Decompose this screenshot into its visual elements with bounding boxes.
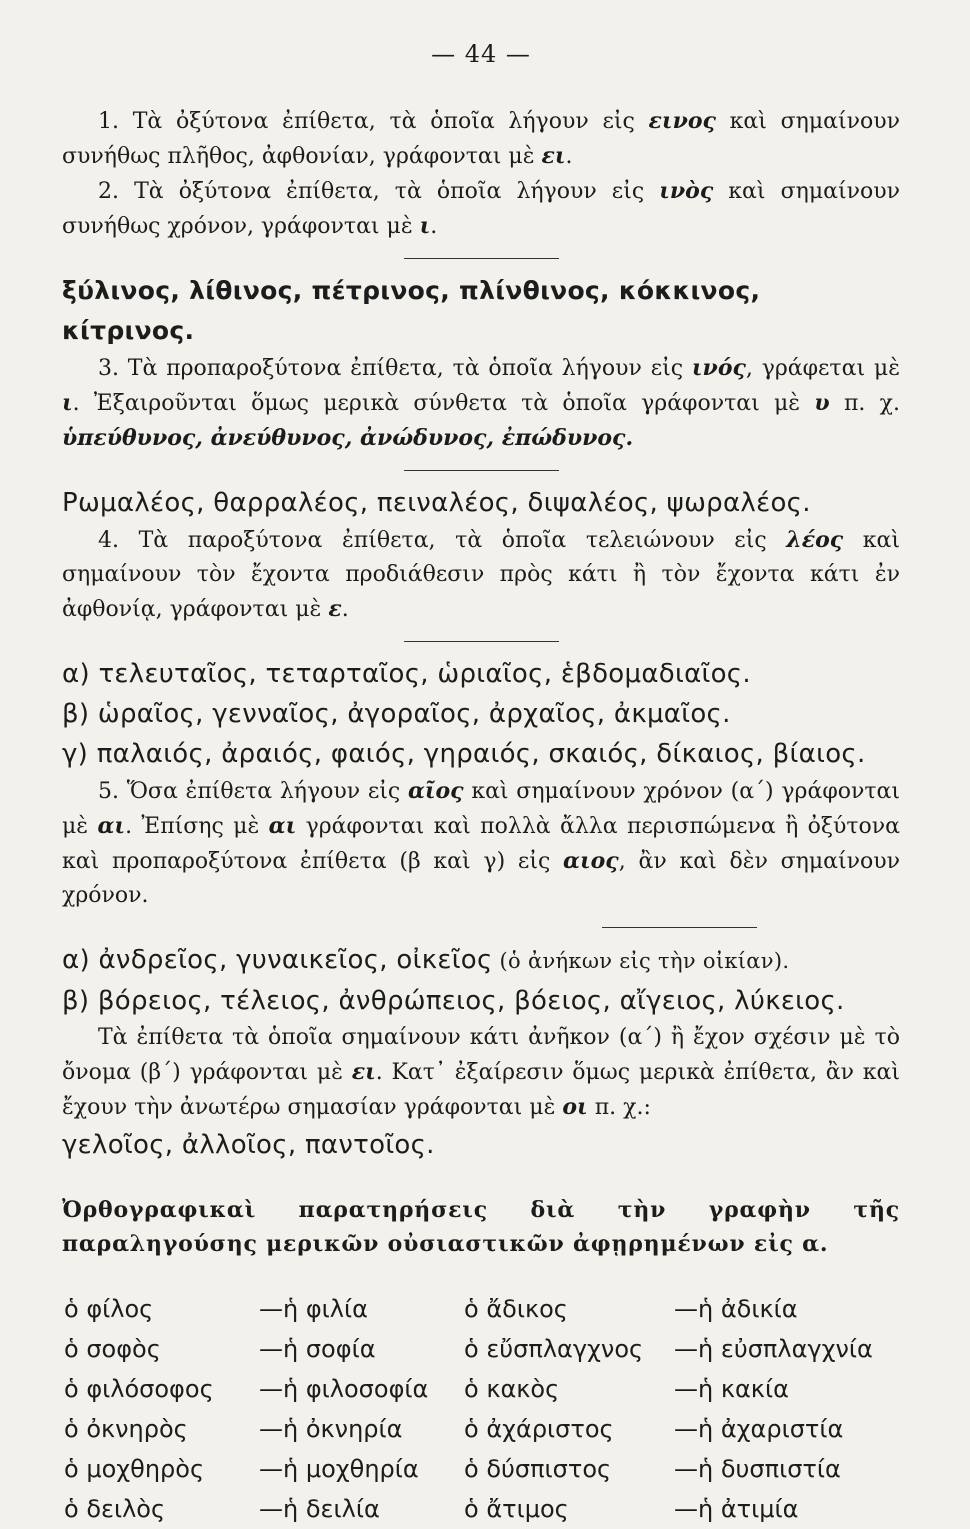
- example-line: γελοῖος, ἀλλοῖος, παντοῖος.: [62, 1130, 435, 1160]
- page-number: — 44 —: [431, 40, 531, 68]
- abstract-noun: —ἡ φιλοσοφία: [259, 1375, 429, 1403]
- rule-4: 4. Τὰ παροξύτονα ἐπίθετα, τὰ ὁποῖα τελειώνουν εἰς λέος καὶ σημαίνουν τὸν ἔχοντα προδιάθεσιν πρὸς κάτι ἢ τὸν ἔχοντα κάτι ἐν ἀφθονίᾳ, γράφονται μὲ ε.: [62, 527, 901, 622]
- rule-5: 5. Ὅσα ἐπίθετα λήγουν εἰς αῖος καὶ σημαίνουν χρόνον (α΄) γράφονται μὲ αι. Ἐπίσης μὲ αι γράφονται καὶ πολλὰ ἄλλα περισπώμενα ἢ ὀξύτονα καὶ προπαροξύτονα ἐπίθετα (β καὶ γ) εἰς αιος, ἂν καὶ δὲν σημαίνουν χρόνον.: [62, 778, 901, 908]
- masculine-adjective: ὁ δύσπιστος: [464, 1455, 612, 1483]
- word-pairs-table: [64, 1289, 894, 1529]
- abstract-noun: —ἡ σοφία: [259, 1335, 376, 1363]
- abstract-noun: —ἡ εὐσπλαγχνία: [674, 1335, 873, 1363]
- masculine-adjective: ὁ ἄτιμος: [464, 1495, 569, 1523]
- rule-1: 1. Τὰ ὀξύτονα ἐπίθετα, τὰ ὁποῖα λήγουν εἰς εινος καὶ σημαίνουν συνήθως πλῆθος, ἀφθονίαν, γράφονται μὲ ει.: [62, 108, 900, 169]
- divider: [404, 470, 559, 471]
- abstract-noun: —ἡ μοχθηρία: [259, 1455, 419, 1483]
- suffix: εινος: [648, 108, 716, 134]
- abstract-noun: —ἡ ὀκνηρία: [259, 1415, 403, 1443]
- abstract-noun: —ἡ κακία: [674, 1375, 789, 1403]
- masculine-adjective: ὁ φίλος: [64, 1295, 154, 1323]
- abstract-noun: —ἡ δυσπιστία: [674, 1455, 841, 1483]
- gloss: (ὁ ἀνήκων εἰς τὴν οἰκίαν).: [492, 949, 790, 973]
- masculine-adjective: ὁ κακὸς: [464, 1375, 560, 1403]
- exception-examples: ὑπεύθυνος, ἀνεύθυνος, ἀνώδυνος, ἐπώδυνος.: [62, 425, 634, 451]
- masculine-adjective: ὁ ἀχάριστος: [464, 1415, 614, 1443]
- suffix: ινὸς: [659, 178, 714, 204]
- table-row: [64, 1329, 894, 1369]
- abstract-noun: —ἡ ἀτιμία: [674, 1495, 799, 1523]
- example-list-item: α) τελευταῖος, τεταρταῖος, ὡριαῖος, ἑβδομαδιαῖος.: [62, 659, 751, 689]
- masculine-adjective: ὁ φιλόσοφος: [64, 1375, 214, 1403]
- table-row: [64, 1489, 894, 1529]
- divider: [602, 927, 757, 928]
- example-list-item: γ) παλαιός, ἀραιός, φαιός, γηραιός, σκαιός, δίκαιος, βίαιος.: [62, 739, 866, 769]
- example-line: Ρωμαλέος, θαρραλέος, πειναλέος, διψαλέος, ψωραλέος.: [62, 488, 811, 518]
- abstract-noun: —ἡ ἀδικία: [674, 1295, 798, 1323]
- example-list-item: α) ἀνδρεῖος, γυναικεῖος, οἰκεῖος (ὁ ἀνήκων εἰς τὴν οἰκίαν).: [62, 945, 790, 975]
- masculine-adjective: ὁ εὔσπλαγχνος: [464, 1335, 644, 1363]
- example-list-item: β) ὡραῖος, γενναῖος, ἀγοραῖος, ἀρχαῖος, ἀκμαῖος.: [62, 699, 731, 729]
- rule-2: 2. Τὰ ὀξύτονα ἐπίθετα, τὰ ὁποῖα λήγουν εἰς ινὸς καὶ σημαίνουν συνήθως χρόνον, γράφονται μὲ ι.: [62, 178, 900, 239]
- abstract-noun: —ἡ φιλία: [259, 1295, 368, 1323]
- masculine-adjective: ὁ δειλὸς: [64, 1495, 166, 1523]
- rule-3: 3. Τὰ προπαροξύτονα ἐπίθετα, τὰ ὁποῖα λήγουν εἰς ινός, γράφεται μὲ ι. Ἐξαιροῦνται ὅμως μερικὰ σύνθετα τὰ ὁποῖα γράφονται μὲ υ π. χ. ὑπεύθυνος, ἀνεύθυνος, ἀνώδυνος, ἐπώδυνος.: [62, 355, 901, 451]
- divider: [404, 641, 559, 642]
- table-row: [64, 1409, 894, 1449]
- abstract-noun: —ἡ δειλία: [259, 1495, 380, 1523]
- masculine-adjective: ὁ σοφὸς: [64, 1335, 161, 1363]
- table-row: [64, 1449, 894, 1489]
- rule-6: Τὰ ἐπίθετα τὰ ὁποῖα σημαίνουν κάτι ἀνῆκον (α΄) ἢ ἔχον σχέσιν μὲ τὸ ὄνομα (β΄) γράφονται μὲ ει. Κατ᾽ ἐξαίρεσιν ὅμως μερικὰ ἐπίθετα, ἂν καὶ ἔχουν τὴν ἀνωτέρω σημασίαν γράφονται μὲ οι π. χ.:: [62, 1025, 900, 1120]
- masculine-adjective: ὁ ἄδικος: [464, 1295, 568, 1323]
- table-row: [64, 1289, 894, 1329]
- abstract-noun: —ἡ ἀχαριστία: [674, 1415, 844, 1443]
- divider: [404, 258, 559, 259]
- masculine-adjective: ὁ ὀκνηρὸς: [64, 1415, 188, 1443]
- masculine-adjective: ὁ μοχθηρὸς: [64, 1455, 205, 1483]
- table-row: [64, 1369, 894, 1409]
- section-heading: Ὀρθογραφικαὶ παρατηρήσεις διὰ τὴν γραφὴν τῆς παραληγούσης μερικῶν οὐσιαστικῶν ἀφῃρημένων εἰς α.: [62, 1197, 900, 1257]
- example-line: ξύλινος, λίθινος, πέτρινος, πλίνθινος, κόκκινος, κίτρινος.: [62, 276, 761, 345]
- example-list-item: β) βόρειος, τέλειος, ἀνθρώπειος, βόειος, αἴγειος, λύκειος.: [62, 986, 845, 1016]
